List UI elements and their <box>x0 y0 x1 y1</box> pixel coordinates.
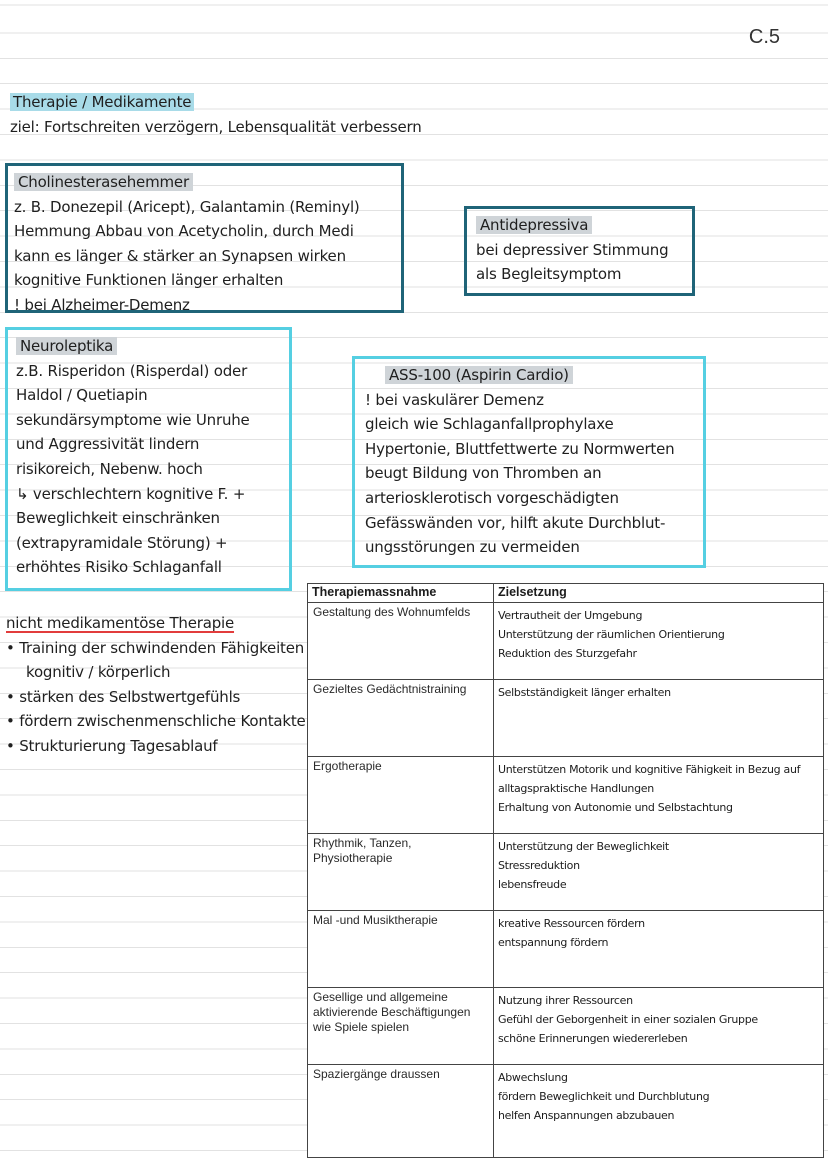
goal-text: Erhaltung von Autonomie und Selbstachtung <box>498 801 733 814</box>
antidepressiva-box <box>464 206 695 296</box>
table-row <box>308 988 824 1065</box>
neuroleptika-line: Beweglichkeit einschränken <box>16 509 220 528</box>
measure-cell: Gestaltung des Wohnumfelds <box>308 603 494 680</box>
neuroleptika-title: Neuroleptika <box>16 337 117 355</box>
cholinesterase-line: Hemmung Abbau von Acetycholin, durch Medi <box>14 222 354 241</box>
page-number: C.5 <box>748 26 780 48</box>
goal-cell <box>494 757 824 834</box>
measure-cell: Gezieltes Gedächtnistraining <box>308 680 494 757</box>
goal-text: schöne Erinnerungen wiedererleben <box>498 1032 688 1045</box>
antidepressiva-line: als Begleitsymptom <box>476 265 622 284</box>
list-item: • Training der schwindenden Fähigkeiten <box>6 638 305 657</box>
neuroleptika-box <box>5 327 292 591</box>
neuroleptika-line: risikoreich, Nebenw. hoch <box>16 459 203 478</box>
neuroleptika-line: erhöhtes Risiko Schlaganfall <box>16 558 222 577</box>
antidepressiva-title: Antidepressiva <box>476 216 592 234</box>
cholinesterase-line: ! bei Alzheimer-Demenz <box>14 295 190 314</box>
goal-text: lebensfreude <box>498 878 567 891</box>
ass-line: Gefässwänden vor, hilft akute Durchblut- <box>365 513 666 532</box>
goal-cell <box>494 988 824 1065</box>
cholinesterase-title: Cholinesterasehemmer <box>14 173 193 191</box>
ass-line: ungsstörungen zu vermeiden <box>365 538 580 557</box>
cholinesterase-box <box>5 163 404 313</box>
therapy-table <box>307 583 824 1158</box>
goal-text: Reduktion des Sturzgefahr <box>498 647 637 660</box>
neuroleptika-line: und Aggressivität lindern <box>16 435 200 454</box>
goal-text: Unterstützen Motorik und kognitive Fähigkeit in Bezug auf <box>498 763 801 776</box>
non-med-title: nicht medikamentöse Therapie <box>6 614 235 632</box>
list-item: kognitiv / körperlich <box>26 663 171 682</box>
ass-line: beugt Bildung von Thromben an <box>365 464 602 483</box>
ass-title: ASS-100 (Aspirin Cardio) <box>385 366 573 384</box>
goal-text: Abwechslung <box>498 1071 568 1084</box>
list-item: • stärken des Selbstwertgefühls <box>6 687 241 706</box>
measure-cell: Mal -und Musiktherapie <box>308 911 494 988</box>
ass-line: Hypertonie, Bluttfettwerte zu Normwerten <box>365 439 675 458</box>
cholinesterase-line: z. B. Donezepil (Aricept), Galantamin (Reminyl) <box>14 197 360 216</box>
table-row <box>308 757 824 834</box>
table-row <box>308 603 824 680</box>
goal-text: Selbstständigkeit länger erhalten <box>498 686 671 699</box>
table-header-row <box>308 584 824 603</box>
ass-line: gleich wie Schlaganfallprophylaxe <box>365 415 614 434</box>
goal-text: kreative Ressourcen fördern <box>498 917 645 930</box>
neuroleptika-line: z.B. Risperidon (Risperdal) oder <box>16 361 248 380</box>
neuroleptika-line: ↳ verschlechtern kognitive F. + <box>16 484 246 503</box>
goal-text: entspannung fördern <box>498 936 609 949</box>
table-row <box>308 1065 824 1158</box>
cholinesterase-line: kann es länger & stärker an Synapsen wirken <box>14 246 346 265</box>
non-med-section <box>6 611 306 759</box>
table-header: Therapiemassnahme <box>308 584 494 603</box>
goal-text: helfen Anspannungen abzubauen <box>498 1109 675 1122</box>
goal-text: Nutzung ihrer Ressourcen <box>498 994 633 1007</box>
neuroleptika-line: (extrapyramidale Störung) + <box>16 533 228 552</box>
heading-block <box>10 90 422 139</box>
table-row <box>308 834 824 911</box>
list-item: • Strukturierung Tagesablauf <box>6 736 218 755</box>
antidepressiva-line: bei depressiver Stimmung <box>476 240 669 259</box>
measure-cell: Ergotherapie <box>308 757 494 834</box>
goal-cell <box>494 1065 824 1158</box>
goal-text: Unterstützung der räumlichen Orientierung <box>498 628 725 641</box>
cholinesterase-line: kognitive Funktionen länger erhalten <box>14 271 284 290</box>
list-item: • fördern zwischenmenschliche Kontakte <box>6 712 306 731</box>
goal-cell <box>494 603 824 680</box>
goal-text: fördern Beweglichkeit und Durchblutung <box>498 1090 710 1103</box>
table-row <box>308 911 824 988</box>
ass-line: arteriosklerotisch vorgeschädigten <box>365 488 619 507</box>
measure-cell: Spaziergänge draussen <box>308 1065 494 1158</box>
goal-text: alltagspraktische Handlungen <box>498 782 654 795</box>
therapy-goal: ziel: Fortschreiten verzögern, Lebensqualität verbessern <box>10 117 422 136</box>
goal-cell <box>494 911 824 988</box>
goal-text: Gefühl der Geborgenheit in einer sozialen Gruppe <box>498 1013 758 1026</box>
measure-cell: Rhythmik, Tanzen, Physiotherapie <box>308 834 494 911</box>
table-header: Zielsetzung <box>494 584 824 603</box>
goal-text: Unterstützung der Beweglichkeit <box>498 840 669 853</box>
goal-cell <box>494 834 824 911</box>
goal-text: Vertrautheit der Umgebung <box>498 609 643 622</box>
goal-cell <box>494 680 824 757</box>
table-row <box>308 680 824 757</box>
ass-line: ! bei vaskulärer Demenz <box>365 390 544 409</box>
page-title: Therapie / Medikamente <box>10 93 194 111</box>
ass-box <box>352 356 706 568</box>
neuroleptika-line: Haldol / Quetiapin <box>16 386 148 405</box>
goal-text: Stressreduktion <box>498 859 580 872</box>
neuroleptika-line: sekundärsymptome wie Unruhe <box>16 410 250 429</box>
measure-cell: Gesellige und allgemeine aktivierende Beschäftigungen wie Spiele spielen <box>308 988 494 1065</box>
